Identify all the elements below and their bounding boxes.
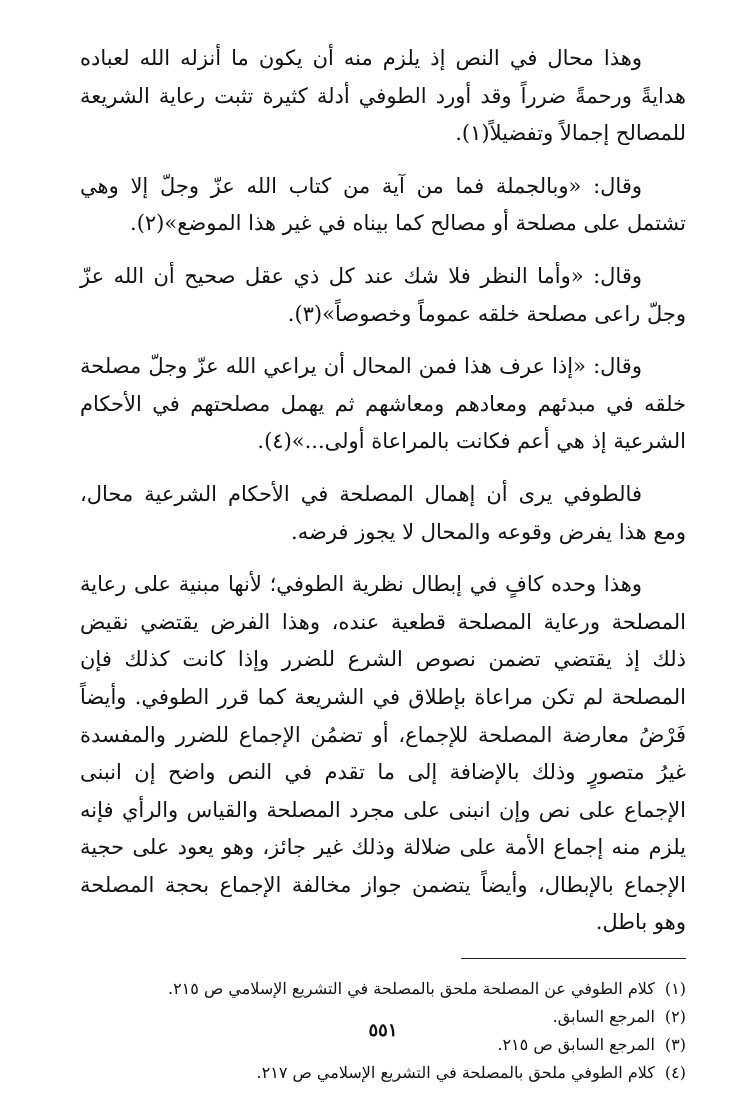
paragraph: فالطوفي يرى أن إهمال المصلحة في الأحكام الشرعية محال، ومع هذا يفرض وقوعه والمحال لا يجوز فرضه. — [80, 481, 686, 544]
footnote-number: (١) — [664, 979, 686, 999]
footnote — [80, 975, 686, 1003]
footnote-text: كلام الطوفي عن المصلحة ملحق بالمصلحة في التشريع الإسلامي ص ٢١٥. — [167, 979, 655, 999]
paragraph: وقال: «وأما النظر فلا شك عند كل ذي عقل صحيح أن الله عزّ وجلّ راعى مصلحة خلقه عموماً وخصوصاً»(٣). — [80, 263, 686, 326]
footnote-number: (٤) — [664, 1063, 686, 1083]
footnote — [80, 1059, 686, 1087]
footnote-text: المرجع السابق ص ٢١٥. — [497, 1035, 655, 1055]
main-text — [80, 40, 686, 942]
page-number: ٥٥١ — [368, 1020, 398, 1041]
footnote-divider — [461, 958, 686, 959]
paragraph: وقال: «وبالجملة فما من آية من كتاب الله عزّ وجلّ إلا وهي تشتمل على مصلحة أو مصالح كما بيناه في غير هذا الموضع»(٢). — [80, 173, 686, 236]
footnote-number: (٣) — [664, 1035, 686, 1055]
footnote-text: المرجع السابق. — [552, 1007, 655, 1027]
paragraph: وهذا محال في النص إذ يلزم منه أن يكون ما أنزله الله لعباده هدايةً ورحمةً ضرراً وقد أورد الطوفي أدلة كثيرة تثبت رعاية الشريعة للمصالح إجمالاً وتفضيلاً(١). — [80, 46, 686, 146]
book-page — [80, 40, 686, 1083]
paragraph: وهذا وحده كافٍ في إبطال نظرية الطوفي؛ لأنها مبنية على رعاية المصلحة ورعاية المصلحة قطعية عنده، وهذا الفرض يقتضي نقيض ذلك إذ يقتضي تضمن نصوص الشرع للضرر وإذا كانت كذلك فإن المصلحة لم تكن مراعاة بإطلاق في الشريعة كما قرر الطوفي. وأيضاً فَرْضُ معارضة المصلحة للإجماع، أو تضمُن الإجماع للضرر والمفسدة غيرُ متصورٍ وذلك بالإضافة إلى ما تقدم في النص واضح إن انبنى الإجماع على نص وإن انبنى على مجرد المصلحة والقياس والرأي فإنه يلزم منه إجماع الأمة على ضلالة وذلك غير جائز، وهو يعود على حجية الإجماع بالإبطال، وأيضاً يتضمن جواز مخالفة الإجماع بحجة المصلحة وهو باطل. — [80, 572, 686, 935]
footnote-number: (٢) — [664, 1007, 686, 1027]
footnote-text: كلام الطوفي ملحق بالمصلحة في التشريع الإسلامي ص ٢١٧. — [256, 1063, 655, 1083]
paragraph: وقال: «إذا عرف هذا فمن المحال أن يراعي الله عزّ وجلّ مصلحة خلقه في مبدئهم ومعادهم ومعاشهم ثم يهمل مصلحتهم في الأحكام الشرعية إذ هي أعم فكانت بالمراعاة أولى...»(٤). — [80, 354, 686, 454]
